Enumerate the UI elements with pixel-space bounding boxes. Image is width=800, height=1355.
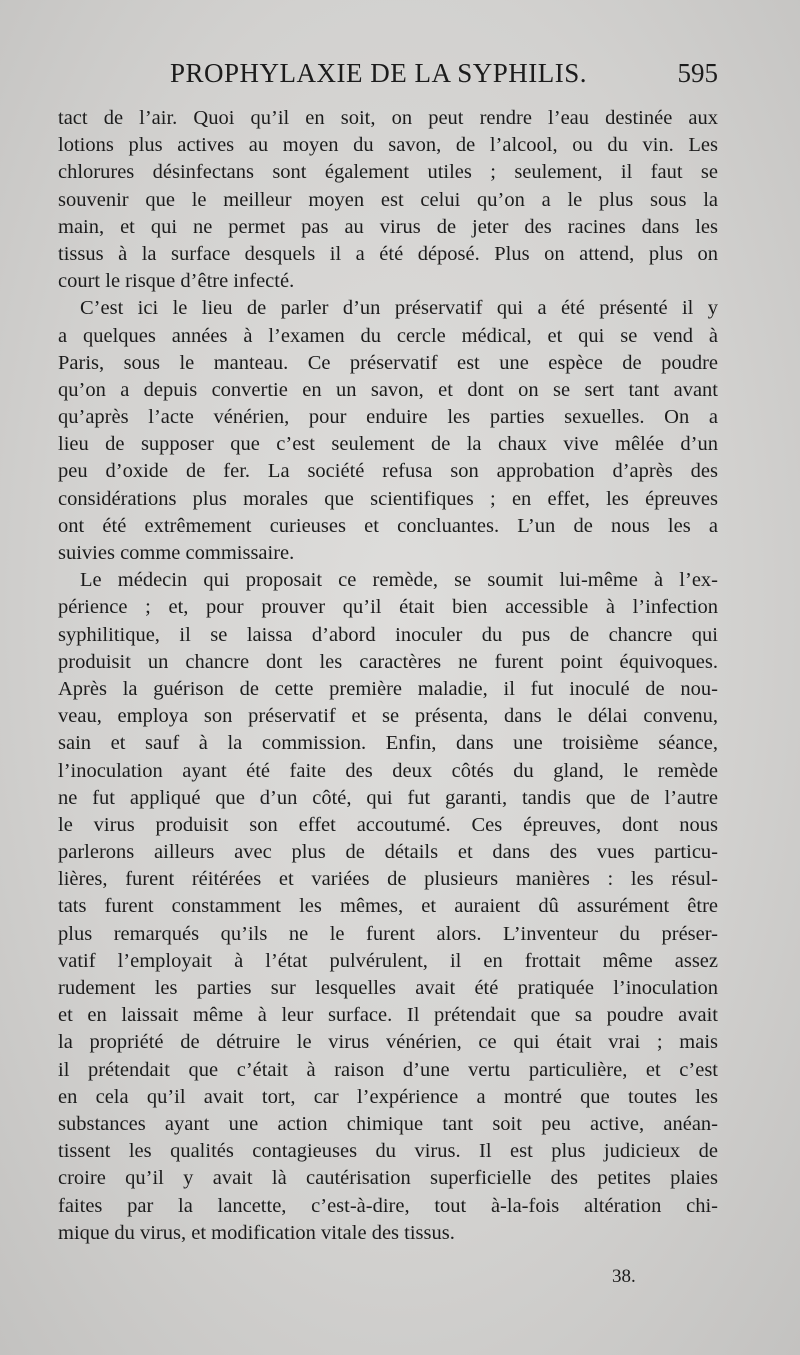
- text-line: tats furent constamment les mêmes, et auraient dû assurément être: [58, 895, 718, 918]
- text-line: qu’après l’acte vénérien, pour enduire les parties sexuelles. On a: [58, 406, 718, 429]
- text-line: chlorures désinfectans sont également utiles ; seulement, il faut se: [58, 161, 718, 184]
- text-line: la propriété de détruire le virus vénérien, ce qui était vrai ; mais: [58, 1031, 718, 1054]
- text-line: substances ayant une action chimique tant soit peu active, anéan-: [58, 1112, 718, 1135]
- text-line: périence ; et, pour prouver qu’il était bien accessible à l’infection: [58, 596, 718, 619]
- text-line: tact de l’air. Quoi qu’il en soit, on peut rendre l’eau destinée aux: [58, 107, 718, 129]
- text-line: peu d’oxide de fer. La société refusa son approbation d’après des: [58, 460, 718, 483]
- text-line: Paris, sous le manteau. Ce préservatif est une espèce de poudre: [58, 351, 718, 374]
- text-line: faites par la lancette, c’est-à-dire, tout à-la-fois altération chi-: [58, 1194, 718, 1217]
- text-line: Après la guérison de cette première maladie, il fut inoculé de nou-: [58, 677, 718, 700]
- text-line: plus remarqués qu’ils ne le furent alors. L’inventeur du préser-: [58, 922, 718, 945]
- text-line: produisit un chancre dont les caractères ne furent point équivoques.: [58, 650, 718, 673]
- text-line: qu’on a depuis convertie en un savon, et dont on se sert tant avant: [58, 378, 718, 401]
- text-line: et en laissait même à leur surface. Il prétendait que sa poudre avait: [58, 1004, 718, 1027]
- text-line: Le médecin qui proposait ce remède, se soumit lui-même à l’ex-: [80, 569, 718, 592]
- text-line: considérations plus morales que scientifiques ; en effet, les épreuves: [58, 487, 718, 510]
- text-line: main, et qui ne permet pas au virus de jeter des racines dans les: [58, 215, 718, 238]
- text-line: tissent les qualités contagieuses du virus. Il est plus judicieux de: [58, 1140, 718, 1163]
- text-line: suivies comme commissaire.: [58, 542, 295, 564]
- text-line: souvenir que le meilleur moyen est celui qu’on a le plus sous la: [58, 188, 718, 211]
- text-line: mique du virus, et modification vitale des tissus.: [58, 1221, 455, 1244]
- text-line: ont été extrêmement curieuses et concluantes. L’un de nous les a: [58, 514, 718, 537]
- text-line: il prétendait que c’était à raison d’une vertu particulière, et c’est: [58, 1058, 718, 1081]
- running-title: PROPHYLAXIE DE LA SYPHILIS.: [170, 58, 588, 88]
- text-line: lieu de supposer que c’est seulement de la chaux vive mêlée d’un: [58, 433, 718, 456]
- text-line: ne fut appliqué que d’un côté, qui fut garanti, tandis que de l’autre: [58, 786, 718, 809]
- running-head: [58, 58, 718, 98]
- text-line: lotions plus actives au moyen du savon, de l’alcool, ou du vin. Les: [58, 134, 718, 157]
- text-line: l’inoculation ayant été faite des deux côtés du gland, le remède: [58, 759, 718, 782]
- text-line: vatif l’employait à l’état pulvérulent, il en frottait même assez: [58, 949, 718, 972]
- text-line: veau, employa son préservatif et se présenta, dans le délai convenu,: [58, 705, 718, 728]
- text-line: sain et sauf à la commission. Enfin, dans une troisième séance,: [58, 732, 718, 755]
- text-line: court le risque d’être infecté.: [58, 270, 295, 293]
- text-line: rudement les parties sur lesquelles avait été pratiquée l’inoculation: [58, 977, 718, 999]
- text-line: en cela qu’il avait tort, car l’expérience a montré que toutes les: [58, 1085, 718, 1108]
- text-line: syphilitique, il se laissa d’abord inoculer du pus de chancre qui: [58, 623, 718, 646]
- text-line: parlerons ailleurs avec plus de détails et dans des vues particu-: [58, 841, 718, 864]
- signature-mark: 38.: [612, 1266, 636, 1287]
- page-number: 595: [677, 58, 718, 88]
- text-line: C’est ici le lieu de parler d’un préservatif qui a été présenté il y: [80, 297, 718, 320]
- text-line: a quelques années à l’examen du cercle médical, et qui se vend à: [58, 324, 718, 347]
- text-line: lières, furent réitérées et variées de plusieurs manières : les résul-: [58, 868, 718, 891]
- text-line: tissus à la surface desquels il a été déposé. Plus on attend, plus on: [58, 242, 718, 265]
- text-line: le virus produisit son effet accoutumé. Ces épreuves, dont nous: [58, 813, 718, 836]
- text-line: croire qu’il y avait là cautérisation superficielle des petites plaies: [58, 1167, 718, 1190]
- body-text: [58, 105, 718, 1247]
